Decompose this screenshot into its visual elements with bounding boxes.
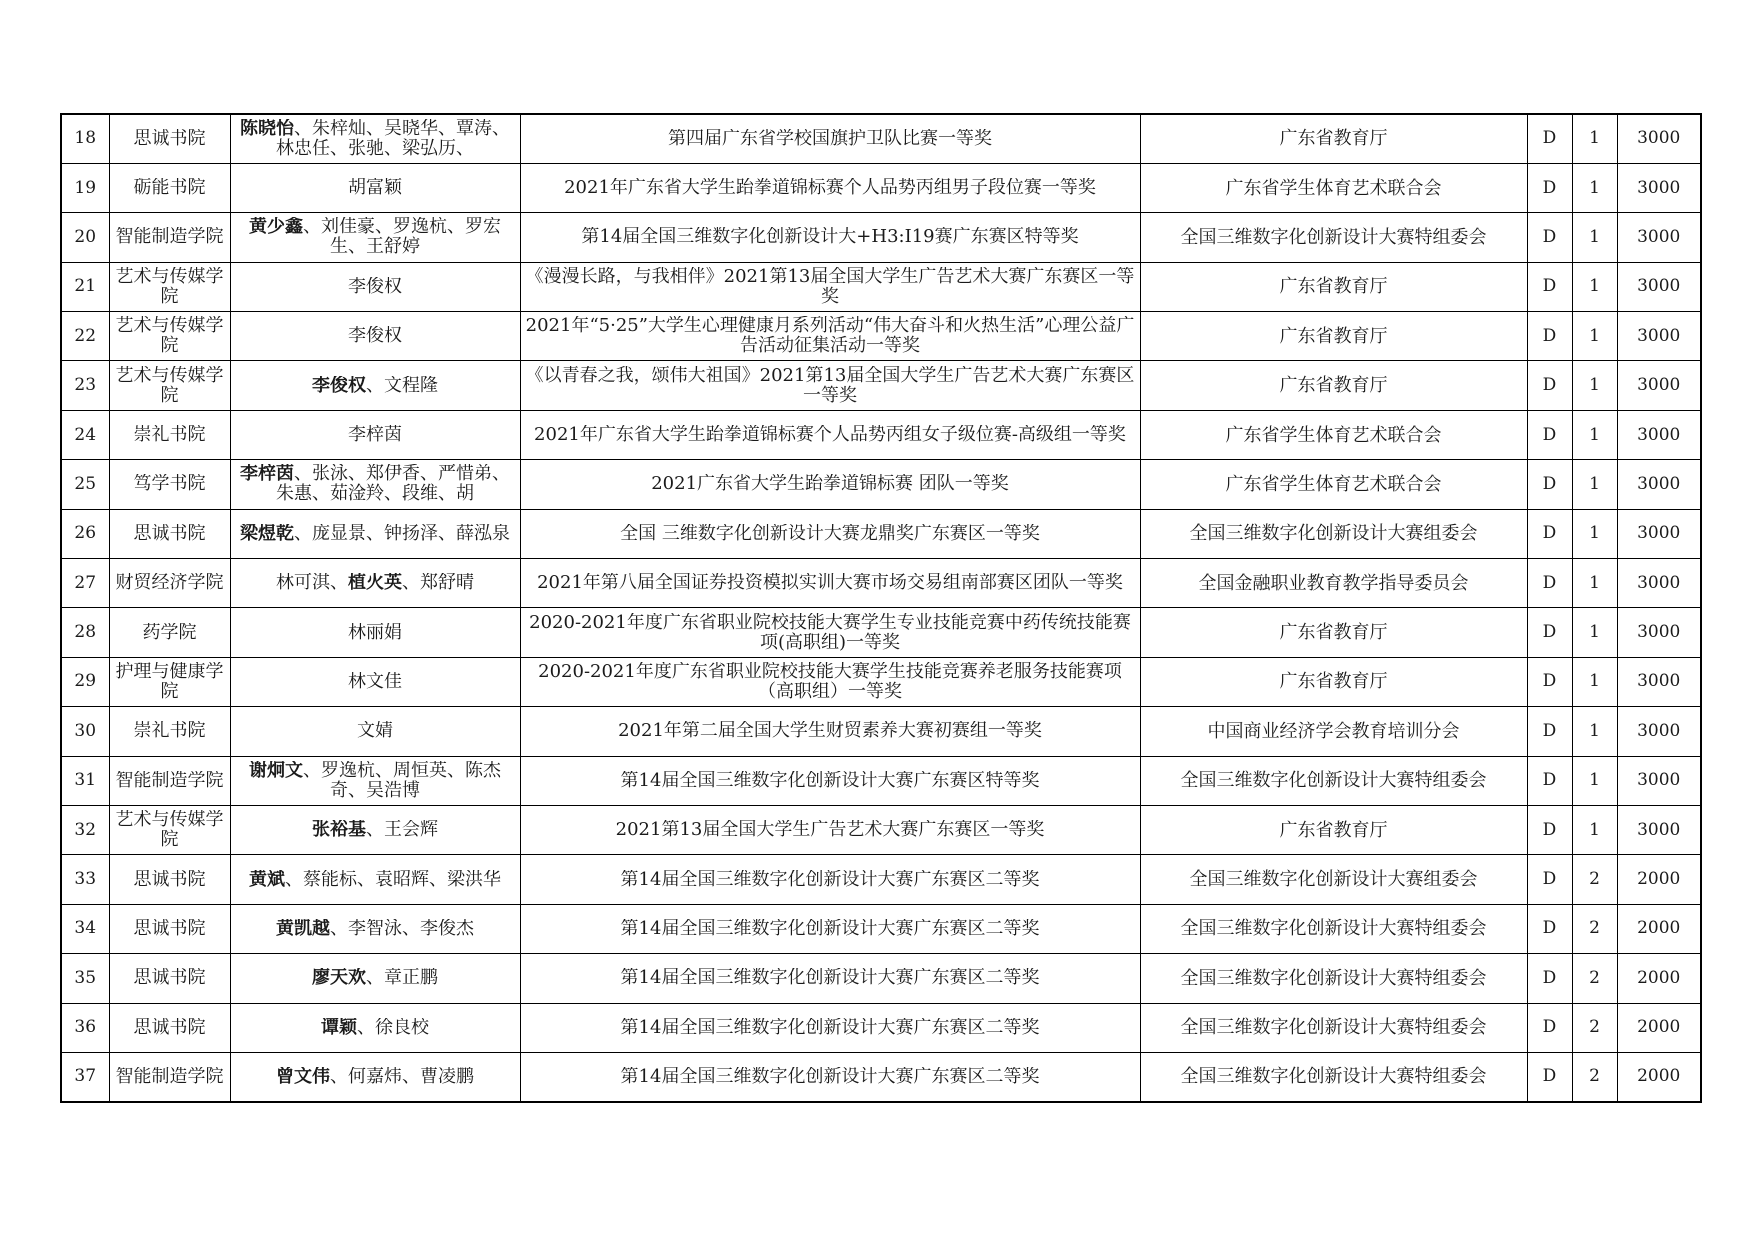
college-cell xyxy=(109,509,230,558)
row-number-cell: 19 xyxy=(61,163,109,212)
organizer-cell: 广东省教育厅 xyxy=(1140,361,1527,410)
organizer-cell: 全国三维数字化创新设计大赛特组委会 xyxy=(1140,1052,1527,1101)
grade-cell: D xyxy=(1527,707,1572,756)
students-text xyxy=(234,217,517,257)
member-names: 李梓茵 xyxy=(348,425,402,446)
students-cell xyxy=(230,904,520,953)
level-cell: 1 xyxy=(1572,805,1617,854)
row-number-cell: 26 xyxy=(61,509,109,558)
row-number-cell: 25 xyxy=(61,460,109,509)
students-cell xyxy=(230,855,520,904)
row-number-cell: 30 xyxy=(61,707,109,756)
level-cell: 1 xyxy=(1572,361,1617,410)
award-name: 《漫漫长路，与我相伴》2021第13届全国大学生广告艺术大赛广东赛区一等奖 xyxy=(525,266,1135,307)
grade-cell: D xyxy=(1527,361,1572,410)
award-name: 《以青春之我，颂伟大祖国》2021第13届全国大学生广告艺术大赛广东赛区一等奖 xyxy=(525,365,1135,406)
table-row xyxy=(61,559,1701,608)
award-name: 2021年第二届全国大学生财贸素养大赛初赛组一等奖 xyxy=(618,721,1042,742)
member-names: 林文佳 xyxy=(348,671,402,692)
students-text xyxy=(234,761,517,801)
row-number-cell: 27 xyxy=(61,559,109,608)
college-cell xyxy=(109,312,230,361)
amount-cell: 2000 xyxy=(1617,1052,1701,1101)
grade-cell: D xyxy=(1527,855,1572,904)
grade-cell: D xyxy=(1527,559,1572,608)
table-row xyxy=(61,805,1701,854)
college-name: 药学院 xyxy=(142,622,197,643)
award-name: 第14届全国三维数字化创新设计大赛广东赛区二等奖 xyxy=(620,1066,1040,1087)
students-text xyxy=(234,524,517,544)
students-cell xyxy=(230,1003,520,1052)
award-name-cell xyxy=(520,657,1140,706)
college-cell xyxy=(109,657,230,706)
students-text xyxy=(234,376,517,396)
grade-cell: D xyxy=(1527,1003,1572,1052)
grade-cell: D xyxy=(1527,904,1572,953)
organizer-cell: 广东省教育厅 xyxy=(1140,608,1527,657)
award-name-cell xyxy=(520,361,1140,410)
college-name: 笃学书院 xyxy=(133,474,206,495)
students-cell xyxy=(230,312,520,361)
college-name: 艺术与传媒学院 xyxy=(115,266,224,307)
row-number-cell: 21 xyxy=(61,262,109,311)
students-text xyxy=(234,623,517,643)
member-names: 、庞显景、钟扬泽、薛泓泉 xyxy=(294,523,510,544)
grade-cell: D xyxy=(1527,657,1572,706)
students-cell xyxy=(230,460,520,509)
member-names: 、何嘉炜、曹凌鹏 xyxy=(330,1066,474,1087)
students-cell xyxy=(230,1052,520,1101)
students-cell xyxy=(230,361,520,410)
students-cell xyxy=(230,805,520,854)
students-cell xyxy=(230,954,520,1003)
grade-cell: D xyxy=(1527,262,1572,311)
college-cell xyxy=(109,756,230,805)
row-number-cell: 32 xyxy=(61,805,109,854)
award-name: 第14届全国三维数字化创新设计大赛广东赛区二等奖 xyxy=(620,1017,1040,1038)
award-name: 2020-2021年度广东省职业院校技能大赛学生专业技能竞赛中药传统技能赛项(高职组)一等奖 xyxy=(529,612,1131,653)
award-name: 2020-2021年度广东省职业院校技能大赛学生技能竞赛养老服务技能赛项（高职组）一等奖 xyxy=(538,661,1122,702)
award-name-cell xyxy=(520,410,1140,459)
level-cell: 1 xyxy=(1572,559,1617,608)
member-names: 、蔡能标、袁昭辉、梁洪华 xyxy=(285,869,501,890)
row-number-cell: 20 xyxy=(61,213,109,262)
award-name: 2021第13届全国大学生广告艺术大赛广东赛区一等奖 xyxy=(615,820,1045,841)
award-name-cell xyxy=(520,509,1140,558)
table-row xyxy=(61,707,1701,756)
students-cell xyxy=(230,756,520,805)
organizer-cell: 全国三维数字化创新设计大赛特组委会 xyxy=(1140,213,1527,262)
college-cell xyxy=(109,904,230,953)
row-number-cell: 34 xyxy=(61,904,109,953)
level-cell: 2 xyxy=(1572,1052,1617,1101)
college-cell xyxy=(109,460,230,509)
award-name-cell xyxy=(520,707,1140,756)
table-row xyxy=(61,163,1701,212)
amount-cell: 3000 xyxy=(1617,805,1701,854)
students-cell xyxy=(230,163,520,212)
table-row xyxy=(61,114,1701,163)
award-name-cell xyxy=(520,163,1140,212)
students-cell xyxy=(230,262,520,311)
grade-cell: D xyxy=(1527,509,1572,558)
amount-cell: 3000 xyxy=(1617,509,1701,558)
level-cell: 1 xyxy=(1572,262,1617,311)
amount-cell: 3000 xyxy=(1617,114,1701,163)
award-name-cell xyxy=(520,559,1140,608)
amount-cell: 3000 xyxy=(1617,213,1701,262)
member-names: 、朱梓灿、吴晓华、覃涛、林忠任、张驰、梁弘历、 xyxy=(276,118,510,159)
college-name: 智能制造学院 xyxy=(115,770,224,791)
students-cell xyxy=(230,509,520,558)
lead-student-name: 曾文伟 xyxy=(276,1066,330,1087)
amount-cell: 3000 xyxy=(1617,460,1701,509)
students-text xyxy=(234,1067,517,1087)
row-number-cell: 31 xyxy=(61,756,109,805)
college-cell xyxy=(109,559,230,608)
lead-student-name: 陈晓怡 xyxy=(240,118,294,139)
award-name: 第14届全国三维数字化创新设计大+H3:I19赛广东赛区特等奖 xyxy=(581,227,1079,248)
member-names: 、王会辉 xyxy=(366,820,438,841)
grade-cell: D xyxy=(1527,114,1572,163)
lead-student-name: 廖天欢 xyxy=(312,968,366,989)
amount-cell: 3000 xyxy=(1617,312,1701,361)
award-name-cell xyxy=(520,1052,1140,1101)
award-name: 2021年广东省大学生跆拳道锦标赛个人品势丙组女子级位赛-高级组一等奖 xyxy=(534,425,1126,446)
award-name: 第14届全国三维数字化创新设计大赛广东赛区二等奖 xyxy=(620,968,1040,989)
organizer-cell: 全国三维数字化创新设计大赛特组委会 xyxy=(1140,954,1527,1003)
award-name-cell xyxy=(520,954,1140,1003)
students-text xyxy=(234,919,517,939)
table-row xyxy=(61,657,1701,706)
organizer-cell: 中国商业经济学会教育培训分会 xyxy=(1140,707,1527,756)
table-row xyxy=(61,213,1701,262)
college-cell xyxy=(109,262,230,311)
grade-cell: D xyxy=(1527,460,1572,509)
college-cell xyxy=(109,855,230,904)
organizer-cell: 广东省教育厅 xyxy=(1140,312,1527,361)
level-cell: 1 xyxy=(1572,163,1617,212)
students-text xyxy=(234,820,517,840)
table-row xyxy=(61,1003,1701,1052)
students-text xyxy=(234,721,517,741)
college-name: 思诚书院 xyxy=(133,869,206,890)
row-number-cell: 36 xyxy=(61,1003,109,1052)
award-name-cell xyxy=(520,213,1140,262)
college-name: 思诚书院 xyxy=(133,1017,206,1038)
award-name-cell xyxy=(520,262,1140,311)
level-cell: 1 xyxy=(1572,114,1617,163)
students-cell xyxy=(230,559,520,608)
lead-student-name: 植火英 xyxy=(348,573,402,594)
lead-student-name: 李俊权 xyxy=(312,375,366,396)
amount-cell: 3000 xyxy=(1617,361,1701,410)
students-cell xyxy=(230,114,520,163)
organizer-cell: 全国三维数字化创新设计大赛组委会 xyxy=(1140,509,1527,558)
member-names: 、徐良校 xyxy=(357,1017,429,1038)
college-cell xyxy=(109,608,230,657)
students-text xyxy=(234,968,517,988)
level-cell: 2 xyxy=(1572,1003,1617,1052)
college-name: 思诚书院 xyxy=(133,918,206,939)
organizer-cell: 全国三维数字化创新设计大赛特组委会 xyxy=(1140,756,1527,805)
table-row xyxy=(61,904,1701,953)
award-name-cell xyxy=(520,460,1140,509)
college-name: 思诚书院 xyxy=(133,523,206,544)
students-text xyxy=(234,870,517,890)
lead-student-name: 谭颖 xyxy=(321,1017,357,1038)
level-cell: 1 xyxy=(1572,657,1617,706)
amount-cell: 2000 xyxy=(1617,1003,1701,1052)
students-cell xyxy=(230,608,520,657)
students-cell xyxy=(230,707,520,756)
level-cell: 1 xyxy=(1572,608,1617,657)
organizer-cell: 广东省学生体育艺术联合会 xyxy=(1140,163,1527,212)
grade-cell: D xyxy=(1527,163,1572,212)
lead-student-name: 张裕基 xyxy=(312,820,366,841)
member-names: 李俊权 xyxy=(348,276,402,297)
lead-student-name: 黄凯越 xyxy=(276,918,330,939)
organizer-cell: 广东省教育厅 xyxy=(1140,262,1527,311)
organizer-cell: 全国金融职业教育教学指导委员会 xyxy=(1140,559,1527,608)
students-text xyxy=(234,326,517,346)
table-row xyxy=(61,361,1701,410)
award-name: 2021年“5·25”大学生心理健康月系列活动“伟大奋斗和火热生活”心理公益广告活动征集活动一等奖 xyxy=(525,316,1135,357)
amount-cell: 3000 xyxy=(1617,657,1701,706)
level-cell: 2 xyxy=(1572,855,1617,904)
college-name: 思诚书院 xyxy=(133,128,206,149)
table-row xyxy=(61,855,1701,904)
award-name: 第14届全国三维数字化创新设计大赛广东赛区二等奖 xyxy=(620,869,1040,890)
amount-cell: 2000 xyxy=(1617,904,1701,953)
member-names: 、章正鹏 xyxy=(366,968,438,989)
member-names: 胡富颖 xyxy=(348,178,402,199)
award-name: 2021年广东省大学生跆拳道锦标赛个人品势丙组男子段位赛一等奖 xyxy=(564,178,1096,199)
college-name: 崇礼书院 xyxy=(133,425,206,446)
grade-cell: D xyxy=(1527,954,1572,1003)
college-name: 艺术与传媒学院 xyxy=(115,316,224,357)
table-row xyxy=(61,1052,1701,1101)
organizer-cell: 全国三维数字化创新设计大赛组委会 xyxy=(1140,855,1527,904)
organizer-cell: 全国三维数字化创新设计大赛特组委会 xyxy=(1140,1003,1527,1052)
member-names: 林丽娟 xyxy=(348,622,402,643)
award-table-body xyxy=(61,114,1701,1102)
co-student-names: 林可淇、 xyxy=(276,573,348,594)
row-number-cell: 28 xyxy=(61,608,109,657)
level-cell: 2 xyxy=(1572,954,1617,1003)
college-cell xyxy=(109,954,230,1003)
member-names: 、罗逸杭、周恒英、陈杰奇、吴浩博 xyxy=(303,760,501,801)
row-number-cell: 35 xyxy=(61,954,109,1003)
level-cell: 1 xyxy=(1572,756,1617,805)
organizer-cell: 广东省学生体育艺术联合会 xyxy=(1140,460,1527,509)
level-cell: 1 xyxy=(1572,509,1617,558)
grade-cell: D xyxy=(1527,213,1572,262)
amount-cell: 3000 xyxy=(1617,756,1701,805)
college-name: 智能制造学院 xyxy=(115,227,224,248)
students-cell xyxy=(230,657,520,706)
award-name-cell xyxy=(520,608,1140,657)
college-name: 崇礼书院 xyxy=(133,721,206,742)
grade-cell: D xyxy=(1527,756,1572,805)
college-cell xyxy=(109,213,230,262)
amount-cell: 3000 xyxy=(1617,559,1701,608)
award-name-cell xyxy=(520,114,1140,163)
organizer-cell: 全国三维数字化创新设计大赛特组委会 xyxy=(1140,904,1527,953)
students-text xyxy=(234,425,517,445)
row-number-cell: 33 xyxy=(61,855,109,904)
organizer-cell: 广东省学生体育艺术联合会 xyxy=(1140,410,1527,459)
students-text xyxy=(234,672,517,692)
students-cell xyxy=(230,410,520,459)
member-names: 李俊权 xyxy=(348,326,402,347)
lead-student-name: 梁煜乾 xyxy=(240,523,294,544)
table-row xyxy=(61,954,1701,1003)
amount-cell: 2000 xyxy=(1617,954,1701,1003)
amount-cell: 3000 xyxy=(1617,707,1701,756)
award-table xyxy=(60,113,1702,1103)
award-name: 第14届全国三维数字化创新设计大赛广东赛区特等奖 xyxy=(620,770,1040,791)
amount-cell: 3000 xyxy=(1617,608,1701,657)
college-cell xyxy=(109,410,230,459)
college-name: 砺能书院 xyxy=(133,178,206,199)
students-text xyxy=(234,573,517,593)
level-cell: 1 xyxy=(1572,707,1617,756)
award-name: 2021年第八届全国证券投资模拟实训大赛市场交易组南部赛区团队一等奖 xyxy=(537,573,1123,594)
organizer-cell: 广东省教育厅 xyxy=(1140,114,1527,163)
award-name-cell xyxy=(520,1003,1140,1052)
amount-cell: 3000 xyxy=(1617,163,1701,212)
college-name: 思诚书院 xyxy=(133,968,206,989)
lead-student-name: 黄少鑫 xyxy=(249,217,303,238)
college-cell xyxy=(109,114,230,163)
table-row xyxy=(61,460,1701,509)
award-name: 2021广东省大学生跆拳道锦标赛 团队一等奖 xyxy=(651,474,1009,495)
grade-cell: D xyxy=(1527,608,1572,657)
award-name: 全国 三维数字化创新设计大赛龙鼎奖广东赛区一等奖 xyxy=(620,523,1040,544)
award-name-cell xyxy=(520,904,1140,953)
college-cell xyxy=(109,1003,230,1052)
college-cell xyxy=(109,707,230,756)
grade-cell: D xyxy=(1527,1052,1572,1101)
level-cell: 1 xyxy=(1572,410,1617,459)
college-cell xyxy=(109,805,230,854)
college-name: 艺术与传媒学院 xyxy=(115,365,224,406)
grade-cell: D xyxy=(1527,805,1572,854)
amount-cell: 3000 xyxy=(1617,262,1701,311)
college-name: 智能制造学院 xyxy=(115,1066,224,1087)
organizer-cell: 广东省教育厅 xyxy=(1140,657,1527,706)
row-number-cell: 23 xyxy=(61,361,109,410)
students-text xyxy=(234,178,517,198)
organizer-cell: 广东省教育厅 xyxy=(1140,805,1527,854)
member-names: 、李智泳、李俊杰 xyxy=(330,918,474,939)
member-names: 、刘佳豪、罗逸杭、罗宏生、王舒婷 xyxy=(303,217,501,258)
lead-student-name: 谢炯文 xyxy=(249,760,303,781)
row-number-cell: 29 xyxy=(61,657,109,706)
college-cell xyxy=(109,361,230,410)
table-row xyxy=(61,756,1701,805)
amount-cell: 2000 xyxy=(1617,855,1701,904)
table-row xyxy=(61,509,1701,558)
award-name-cell xyxy=(520,312,1140,361)
award-name-cell xyxy=(520,756,1140,805)
grade-cell: D xyxy=(1527,312,1572,361)
students-text xyxy=(234,277,517,297)
amount-cell: 3000 xyxy=(1617,410,1701,459)
level-cell: 1 xyxy=(1572,213,1617,262)
award-name: 第四届广东省学校国旗护卫队比赛一等奖 xyxy=(668,128,992,149)
member-names: 、郑舒晴 xyxy=(402,573,474,594)
table-row xyxy=(61,608,1701,657)
students-text xyxy=(234,1018,517,1038)
students-text xyxy=(234,119,517,159)
row-number-cell: 22 xyxy=(61,312,109,361)
grade-cell: D xyxy=(1527,410,1572,459)
table-row xyxy=(61,312,1701,361)
college-name: 艺术与传媒学院 xyxy=(115,810,224,851)
member-names: 、张泳、郑伊香、严惜弟、朱惠、茹淦羚、段维、胡 xyxy=(276,464,510,505)
row-number-cell: 24 xyxy=(61,410,109,459)
level-cell: 1 xyxy=(1572,460,1617,509)
member-names: 文婧 xyxy=(357,721,393,742)
award-name: 第14届全国三维数字化创新设计大赛广东赛区二等奖 xyxy=(620,918,1040,939)
award-name-cell xyxy=(520,805,1140,854)
row-number-cell: 37 xyxy=(61,1052,109,1101)
level-cell: 1 xyxy=(1572,312,1617,361)
row-number-cell: 18 xyxy=(61,114,109,163)
member-names: 、文程隆 xyxy=(366,375,438,396)
lead-student-name: 黄斌 xyxy=(249,869,285,890)
students-text xyxy=(234,464,517,504)
college-name: 护理与健康学院 xyxy=(115,661,224,702)
level-cell: 2 xyxy=(1572,904,1617,953)
college-cell xyxy=(109,1052,230,1101)
students-cell xyxy=(230,213,520,262)
college-name: 财贸经济学院 xyxy=(115,573,224,594)
award-name-cell xyxy=(520,855,1140,904)
college-cell xyxy=(109,163,230,212)
table-row xyxy=(61,410,1701,459)
table-row xyxy=(61,262,1701,311)
lead-student-name: 李梓茵 xyxy=(240,464,294,485)
